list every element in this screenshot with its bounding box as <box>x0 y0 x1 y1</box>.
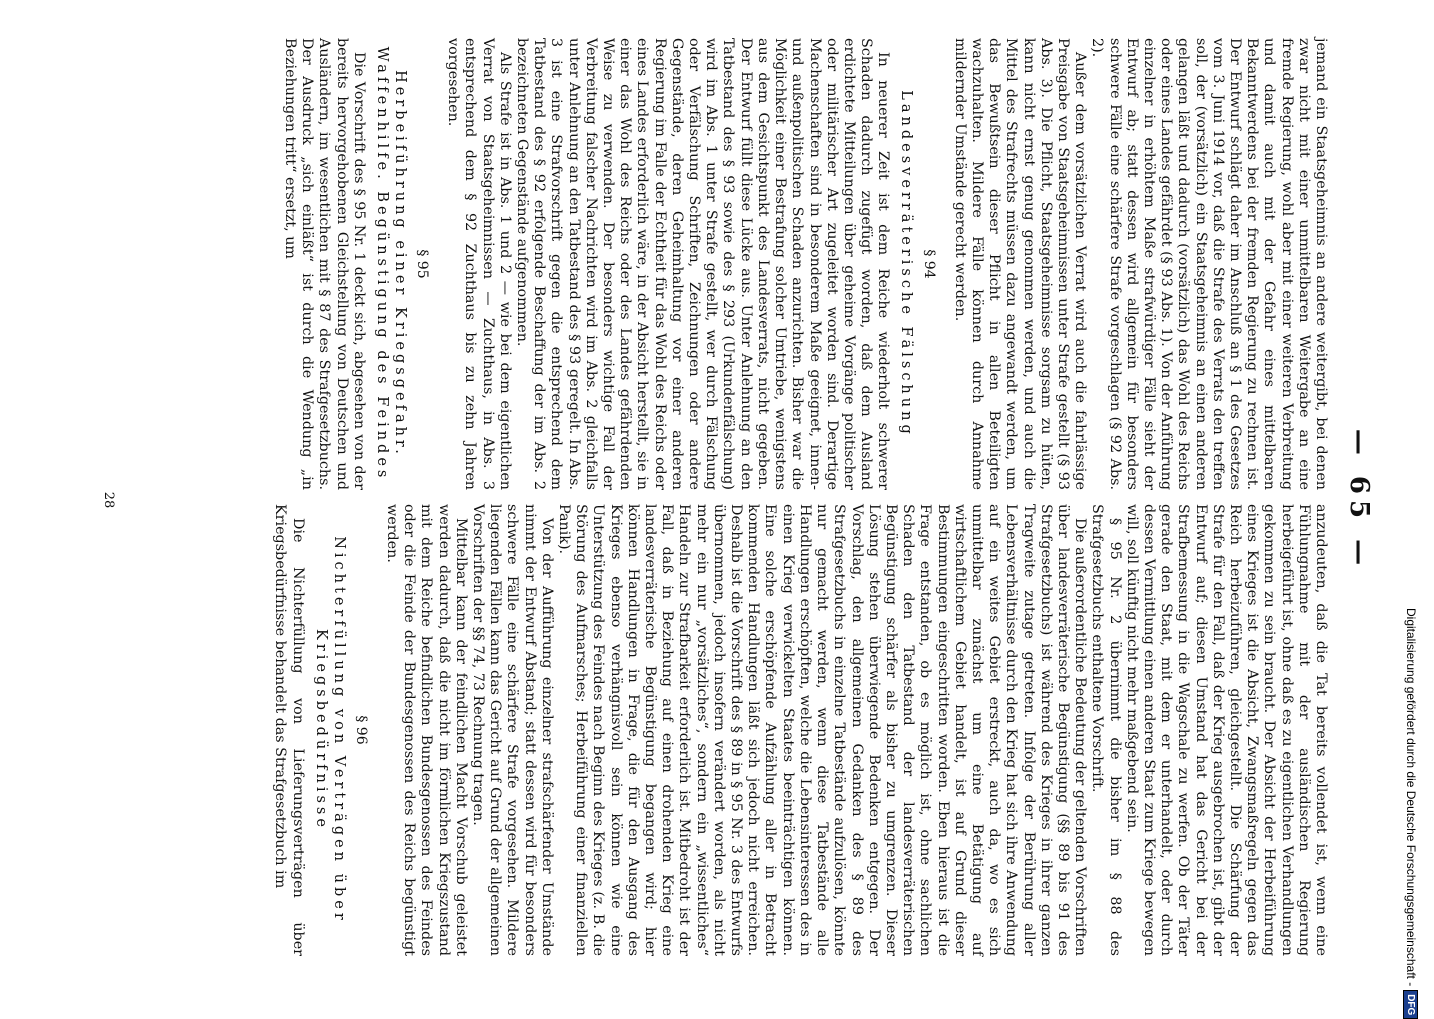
section-number: § 96 <box>352 715 369 745</box>
credit-strip <box>1396 0 1426 1016</box>
paragraph: Von der Aufführung einzelner strafschärfender Umstände nimmt der Entwurf Abstand; statt dessen wird für besonders schwere Fälle eine schärfere Strafe vorgesehen. Mildere liegenden Fällen kann das Gericht auf Grund der allgemeinen Vorschriften der §§ 74, 73 Rechnung tragen. <box>470 504 555 956</box>
paragraph: Außer dem vorsätzlichen Verrat wird auch die fahrlässige Preisgabe von Staatsgeheimnissen unter Strafe gestellt (§ 93 Abs. 3). Die Pflicht, Staatsgeheimnisse sorgsam zu hüten, kann nicht ernst genug genommen werden, und auch die Mittel des Strafrechts müssen dazu angewandt werden, um das Bewußtsein dieser Pflicht in allen Beteiligten wachzuhalten. Mildere Fälle können durch Annahme mildernder Umstände gerecht werden. <box>951 38 1089 490</box>
paragraph: Die Vorschrift des § 95 Nr. 1 deckt sich, abgesehen von der bereits hervorgehobenen Gleichstellung von Deutschen und Ausländern, im wesentlichen mit § 87 des Strafgesetzbuchs. Der Ausdruck „sich einläßt“ ist durch die Wendung „in Beziehungen tritt“ ersetzt, um <box>282 38 367 490</box>
right-column <box>271 504 1329 956</box>
section-heading: Landesverräterische Fälschung <box>898 90 915 438</box>
paragraph: In neuerer Zeit ist dem Reiche wiederholt schwerer Schaden dadurch zugefügt worden, daß dem Ausland erdichtete Mitteilungen über geheime Vorgänge politischer oder militärischer Art zugeleitet worden sind. Derartige Machenschaften sind in besonderem Maße geeignet, innen- und außenpolitischen Schaden anzurichten. Bisher war die Möglichkeit einer Bestrafung solcher Umtriebe, wenigstens aus dem Gesichtspunkt des Landesverrats, nicht gegeben. Der Entwurf füllt diese Lücke aus. Unter Anlehnung an den Tatbestand des § 93 sowie des § 293 (Urkundenfälschung) wird im Abs. 1 unter Strafe gestellt, wer durch Fälschung oder Verfälschung Schriften, Zeichnungen oder andere Gegenstände, deren Geheimhaltung vor einer anderen Regierung im Falle der Echtheit für das Wohl des Reichs oder eines Landes erforderlich wäre, in der Absicht herstellt, sie in einer das Wohl des Reichs oder des Landes gefährdenden Weise zu verwenden. Der besonders wichtige Fall der Verbreitung falscher Nachrichten wird im Abs. 2 gleichfalls unter Anlehnung an den Tatbestand des § 93 geregelt. In Abs. 3 ist eine Strafvorschrift gegen die entsprechend dem Tatbestand des § 92 erfolgende Beschaffung der im Abs. 2 bezeichneten Gegenstände aufgenommen. <box>514 38 892 490</box>
paragraph: Die Nichterfüllung von Lieferungsverträgen über Kriegsbedürfnisse behandelt das Strafgesetzbuch im <box>272 504 306 956</box>
paragraph: anzudeuten, daß die Tat bereits vollendet ist, wenn eine Fühlungnahme mit der ausländischen Regierung herbeigeführt ist, ohne daß es zu eigentlichen Verhandlungen gekommen zu sein braucht. Der Absicht der Herbeiführung eines Krieges ist die Absicht, Zwangsmaßregeln gegen das Reich herbeizuführen, gleichgestellt. Die Schärfung der Strafe für den Fall, daß der Krieg ausgebrochen ist, gibt der Entwurf auf; diesen Umstand hat das Gericht bei der Strafbemessung in die Wagschale zu werfen. Ob der Täter gerade den Staat, mit dem er unterhandelt, oder durch dessen Vermittlung einen anderen Staat zum Kriege bewegen will, soll künftig nicht mehr maßgebend sein. <box>1123 504 1329 956</box>
section-number: § 94 <box>920 249 937 279</box>
page-number: — 65 — <box>1344 428 1374 572</box>
paragraph: Mittelbar kann der feindlichen Macht Vorschub geleistet werden dadurch, daß die nicht im förmlichen Kriegszustand mit dem Reiche befindlichen Bundesgenossen des Feindes oder die Feinde der Bundesgenossen des Reichs begünstigt werden. <box>384 504 469 956</box>
paragraph: Die außerordentliche Bedeutung der geltenden Vorschriften über landesverräterische Begünstigung (§§ 89 bis 91 des Strafgesetzbuchs) ist während des Krieges in ihrer ganzen Tragweite zutage getreten. Infolge der Berührung aller Lebensverhältnisse durch den Krieg hat sich ihre Anwendung auf ein weites Gebiet erstreckt, auch da, wo es sich unmittelbar zunächst um eine Betätigung auf wirtschaftlichem Gebiet handelt, ist auf Grund dieser Bestimmungen eingeschritten worden. Eben hieraus ist die Frage entstanden, ob es möglich ist, ohne sachlichen Schaden den Tatbestand der landesverräterischen Begünstigung schärfer als bisher zu umgrenzen. Dieser Lösung stehen überwiegende Bedenken entgegen. Der Vorschlag, den allgemeinen Gedanken des § 89 des Strafgesetzbuchs in einzelne Tatbestände aufzulösen, könnte nur gemacht werden, wenn diese Tatbestände alle Handlungen erschöpften, welche die Lebensinteressen des in einen Krieg verwickelten Staates beeinträchtigen können. Eine solche erschöpfende Aufzählung aller in Betracht kommenden Handlungen läßt sich jedoch nicht erreichen. Deshalb ist die Vorschrift des § 89 in § 95 Nr. 3 des Entwurfs übernommen, jedoch insofern verändert worden, als nicht mehr ein nur „vorsätzliches“, sondern ein „wissentliches“ Handeln zur Strafbarkeit erforderlich ist. Mitbedroht ist der Fall, daß in Beziehung auf einen drohenden Krieg eine landesverräterische Begünstigung begangen wird; hier können Handlungen in Frage, die für den Ausgang des Krieges ebenso verhängnisvoll sein können wie eine Unterstützung des Feindes nach Beginn des Krieges (z. B. die Störung des Aufmarsches; Herbeiführung einer finanziellen Panik). <box>556 504 1089 956</box>
section-heading: Nichterfüllung von Verträgen über Kriegsbedürfnisse <box>312 536 347 924</box>
folio-number: 28 <box>101 491 116 509</box>
section-number: § 95 <box>414 249 431 279</box>
dfg-logo: DFG <box>1404 990 1419 1019</box>
credit-text: Digitalisierung gefördert durch die Deutsche Forschungsgemeinschaft - <box>1404 608 1418 987</box>
paragraph: jemand ein Staatsgeheimnis an andere weitergibt, bei denen zwar nicht mit einer unmittelbaren Weitergabe an eine fremde Regierung, wohl aber mit einer weiteren Verbreitung und damit auch mit der Gefahr eines mittelbaren Bekanntwerdens bei der fremden Regierung zu rechnen ist. Der Entwurf schlägt daher im Anschluß an § 1 des Gesetzes vom 3. Juni 1914 vor, daß die Strafe des Verrats den treffen soll, der (vorsätzlich) ein Staatsgeheimnis an einen anderen gelangen läßt und dadurch (vorsätzlich) das Wohl des Reichs oder eines Landes gefährdet (§ 93 Abs. 1). Von der Anführung einzelner in erhöhtem Maße strafwürdiger Fälle sieht der Entwurf ab; statt dessen wird allgemein für besonders schwere Fälle eine schärfere Strafe vorgeschlagen (§ 92 Abs. 2). <box>1089 38 1329 490</box>
left-column <box>281 38 1329 490</box>
paragraph: Als Strafe ist in Abs. 1 und 2 — wie bei dem eigentlichen Verrat von Staatsgeheimnissen — Zuchthaus, in Abs. 3 entsprechend dem § 92 Zuchthaus bis zu zehn Jahren vorgesehen. <box>445 38 513 490</box>
section-heading: Herbeiführung einer Kriegsgefahr. Waffenhilfe. Begünstigung des Feindes <box>373 46 408 482</box>
paragraph: § 95 Nr. 2 übernimmt die bisher im § 88 des Strafgesetzbuchs enthaltene Vorschrift. <box>1089 504 1123 956</box>
